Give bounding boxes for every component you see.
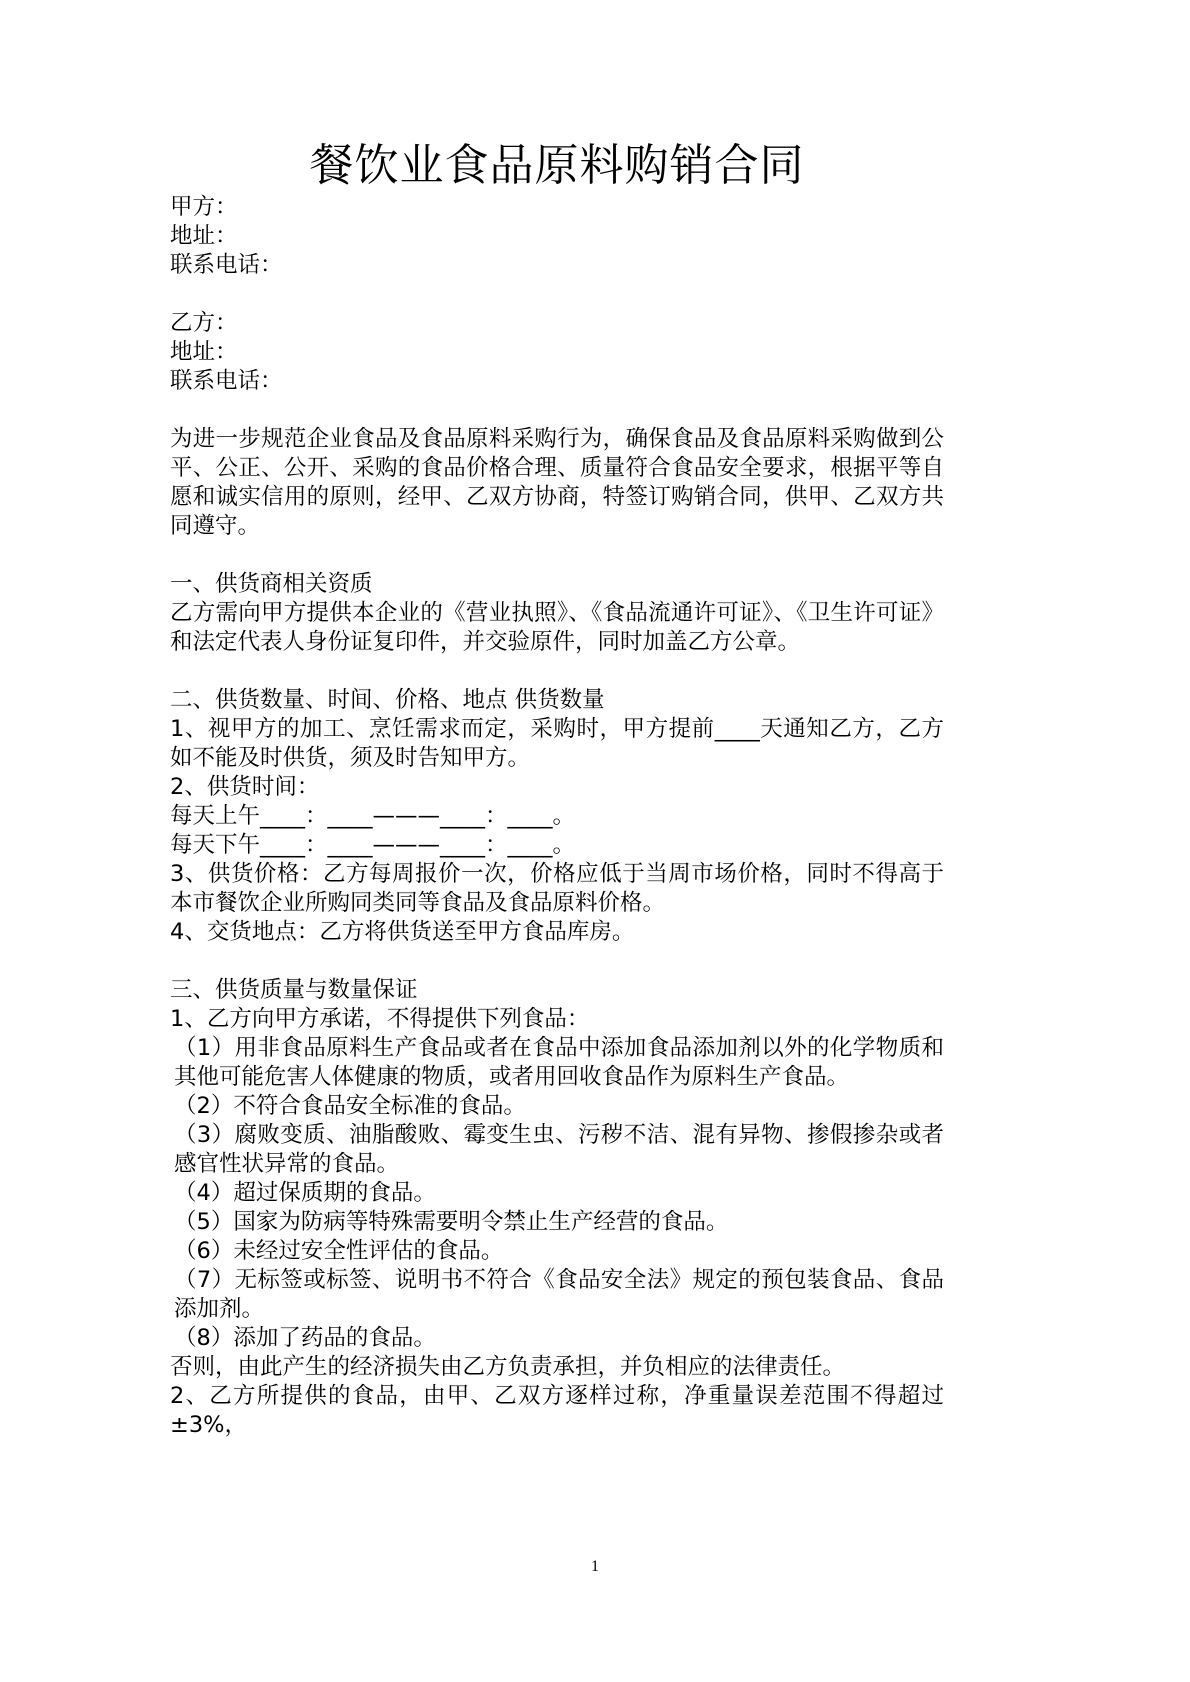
- section-3-subitem-6: （6）未经过安全性评估的食品。: [174, 1238, 504, 1264]
- section-3-subitem-7: （7）无标签或标签、说明书不符合《食品安全法》规定的预包装食品、食品添加剂。: [174, 1267, 944, 1322]
- section-2-item-1: 1、视甲方的加工、烹饪需求而定，采购时，甲方提前____天通知乙方，乙方如不能及时供货，须及时告知甲方。: [170, 716, 944, 771]
- section-1-heading: 一、供货商相关资质: [170, 571, 373, 597]
- document-body: [170, 193, 944, 1440]
- party-b-address-label: 地址：: [170, 339, 238, 365]
- preamble-paragraph: 为进一步规范企业食品及食品原料采购行为，确保食品及食品原料采购做到公平、公正、公开、采购的食品价格合理、质量符合食品安全要求，根据平等自愿和诚实信用的原则，经甲、乙双方协商，特签订购销合同，供甲、乙双方共同遵守。: [170, 426, 944, 539]
- section-3-subitem-5: （5）国家为防病等特殊需要明令禁止生产经营的食品。: [174, 1209, 729, 1235]
- spacer: [170, 657, 944, 686]
- section-2-item-4: 4、交货地点：乙方将供货送至甲方食品库房。: [170, 919, 635, 945]
- page-number: 1: [591, 1558, 599, 1575]
- section-3-subitem-8: （8）添加了药品的食品。: [174, 1325, 436, 1351]
- party-a-address-label: 地址：: [170, 223, 238, 249]
- party-a-phone-label: 联系电话：: [170, 252, 283, 278]
- section-2-afternoon-time: 每天下午____：____———____：____。: [170, 832, 576, 858]
- party-b-phone-label: 联系电话：: [170, 368, 283, 394]
- spacer: [170, 541, 944, 570]
- party-a-name-label: 甲方：: [170, 194, 238, 220]
- section-1-paragraph: 乙方需向甲方提供本企业的《营业执照》、《食品流通许可证》、《卫生许可证》和法定代表人身份证复印件，并交验原件，同时加盖乙方公章。: [170, 600, 944, 655]
- section-3-subitem-4: （4）超过保质期的食品。: [174, 1180, 436, 1206]
- spacer: [170, 280, 944, 309]
- document-title: 餐饮业食品原料购销合同: [309, 140, 805, 191]
- section-3-heading: 三、供货质量与数量保证: [170, 977, 418, 1003]
- section-3-subitem-2: （2）不符合食品安全标准的食品。: [174, 1093, 526, 1119]
- section-2-item-3: 3、供货价格：乙方每周报价一次，价格应低于当周市场价格，同时不得高于本市餐饮企业所购同类同等食品及食品原料价格。: [170, 861, 944, 916]
- section-3-item-1: 1、乙方向甲方承诺，不得提供下列食品：: [170, 1006, 590, 1032]
- party-b-name-label: 乙方：: [170, 310, 238, 336]
- section-2-morning-time: 每天上午____：____———____：____。: [170, 803, 576, 829]
- section-3-item-2: 2、乙方所提供的食品，由甲、乙双方逐样过称，净重量误差范围不得超过±3%，: [170, 1383, 944, 1438]
- section-3-subitem-3: （3）腐败变质、油脂酸败、霉变生虫、污秽不洁、混有异物、掺假掺杂或者感官性状异常的食品。: [174, 1122, 944, 1177]
- spacer: [170, 396, 944, 425]
- section-2-heading: 二、供货数量、时间、价格、地点 供货数量: [170, 687, 605, 713]
- spacer: [170, 947, 944, 976]
- section-3-subitem-1: （1）用非食品原料生产食品或者在食品中添加食品添加剂以外的化学物质和其他可能危害人体健康的物质，或者用回收食品作为原料生产食品。: [174, 1035, 944, 1090]
- section-2-item-2: 2、供货时间：: [170, 774, 320, 800]
- section-3-liability: 否则，由此产生的经济损失由乙方负责承担，并负相应的法律责任。: [170, 1354, 846, 1380]
